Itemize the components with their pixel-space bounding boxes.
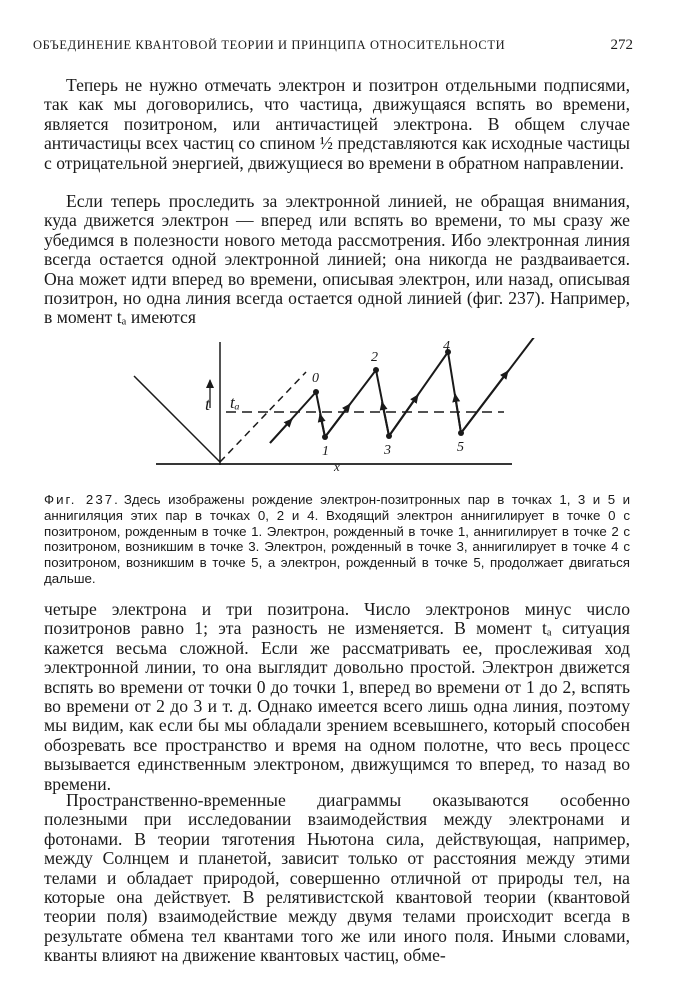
axis-x-label: x [334, 459, 340, 473]
spacetime-diagram [120, 338, 550, 473]
segment-0-1-arrow [320, 414, 325, 437]
vertex-3 [386, 433, 392, 439]
paragraph: Теперь не нужно отмечать электрон и позитрон отдельными подписями, так как мы договорились, что частица, движущаяся вспять во времени, является позитроном, или античастицей электрона. В общем случае античастицы всех частиц со спином ½ представляются как исходные частицы с отрицательной энергией, движущиеся во времени в обратном направлении. [44, 75, 630, 173]
caption-label: Фиг. 237. [44, 492, 120, 507]
page-header [33, 38, 633, 56]
point-label-3: 3 [384, 443, 391, 458]
point-label-4: 4 [443, 339, 450, 354]
paragraph: четыре электрона и три позитрона. Число электронов минус число позитронов равно 1; эта разность не изменяется. В момент tₐ ситуация кажется весьма сложной. Если же рассматривать ее, прослеживая ход электронной линии, то она выглядит довольно простой. Электрон движется вспять во времени от точки 0 до точки 1, вперед во времени от 1 до 2, вспять во времени от 2 до 3 и т. д. Однако имеется всего лишь одна линия, поэтому мы видим, как если бы мы обладали зрением всевышнего, который способен обозревать все пространство и время на одном полотне, что весь процесс вызывается единственным электроном, движущимся то вперед, то назад во времени. [44, 599, 630, 794]
segment-4-5-arrow [455, 394, 461, 433]
segment-out-arrow [461, 371, 508, 433]
segment-3-4-arrow [389, 395, 418, 436]
point-label-2: 2 [371, 350, 378, 365]
paragraph: Пространственно-временные диаграммы оказываются особенно полезными при исследовании взаимодействия между электронами и фотонами. В теории тяготения Ньютона сила, действующая, например, между Солнцем и планетой, зависит только от расстояния между этими телами и обладает природой, совершенно отличной от природы тел, на которые она действует. В релятивистской квантовой теории (квантовой теории поля) взаимодействие между двумя телами происходит всегда в результате обмена тел квантами того же или иного поля. Иными словами, кванты влияют на движение квантовых частиц, обме- [44, 790, 630, 966]
vertex-5 [458, 430, 464, 436]
vertex-2 [373, 367, 379, 373]
running-title: ОБЪЕДИНЕНИЕ КВАНТОВОЙ ТЕОРИИ И ПРИНЦИПА ОТНОСИТЕЛЬНОСТИ [33, 38, 506, 52]
time-ta-label: tₐ [230, 393, 240, 412]
page-number: 272 [610, 37, 633, 53]
point-label-0: 0 [312, 371, 319, 386]
point-label-1: 1 [322, 444, 329, 459]
light-cone-left [134, 376, 220, 462]
figure-caption [44, 492, 630, 587]
point-label-5: 5 [457, 440, 464, 455]
vertex-0 [313, 389, 319, 395]
paragraph: Если теперь проследить за электронной линией, не обращая внимания, куда движется электрон — вперед или вспять во времени, то мы сразу же убедимся в полезности нового метода рассмотрения. Ибо электронная линия всегда остается одной электронной линией; она никогда не раздваивается. Она может идти вперед во времени, описывая электрон, или назад, описывая позитрон, но одна линия всегда остается одной линией (фиг. 237). Например, в момент tₐ имеются [44, 191, 630, 328]
segment-in-arrow [270, 419, 292, 443]
vertex-1 [322, 434, 328, 440]
axis-t-label: t [205, 394, 211, 414]
caption-text: Здесь изображены рождение электрон-позитронных пар в точках 1, 3 и 5 и аннигиляция этих пар в точках 0, 2 и 4. Входящий электрон аннигилирует в точке 0 с позитроном, рожденным в точке 1. Электрон, рожденный в точке 1, аннигилирует в точке 2 с позитроном, возникшим в точке 3. Электрон, рожденный в точке 3, аннигилирует в точке 4 с позитроном, возникшим в точке 5, а электрон, рожденный в точке 5, продолжает двигаться дальше. [44, 492, 631, 586]
figure-237 [120, 338, 550, 473]
segment-1-2-arrow [325, 404, 350, 437]
segment-2-3-arrow [382, 402, 389, 436]
